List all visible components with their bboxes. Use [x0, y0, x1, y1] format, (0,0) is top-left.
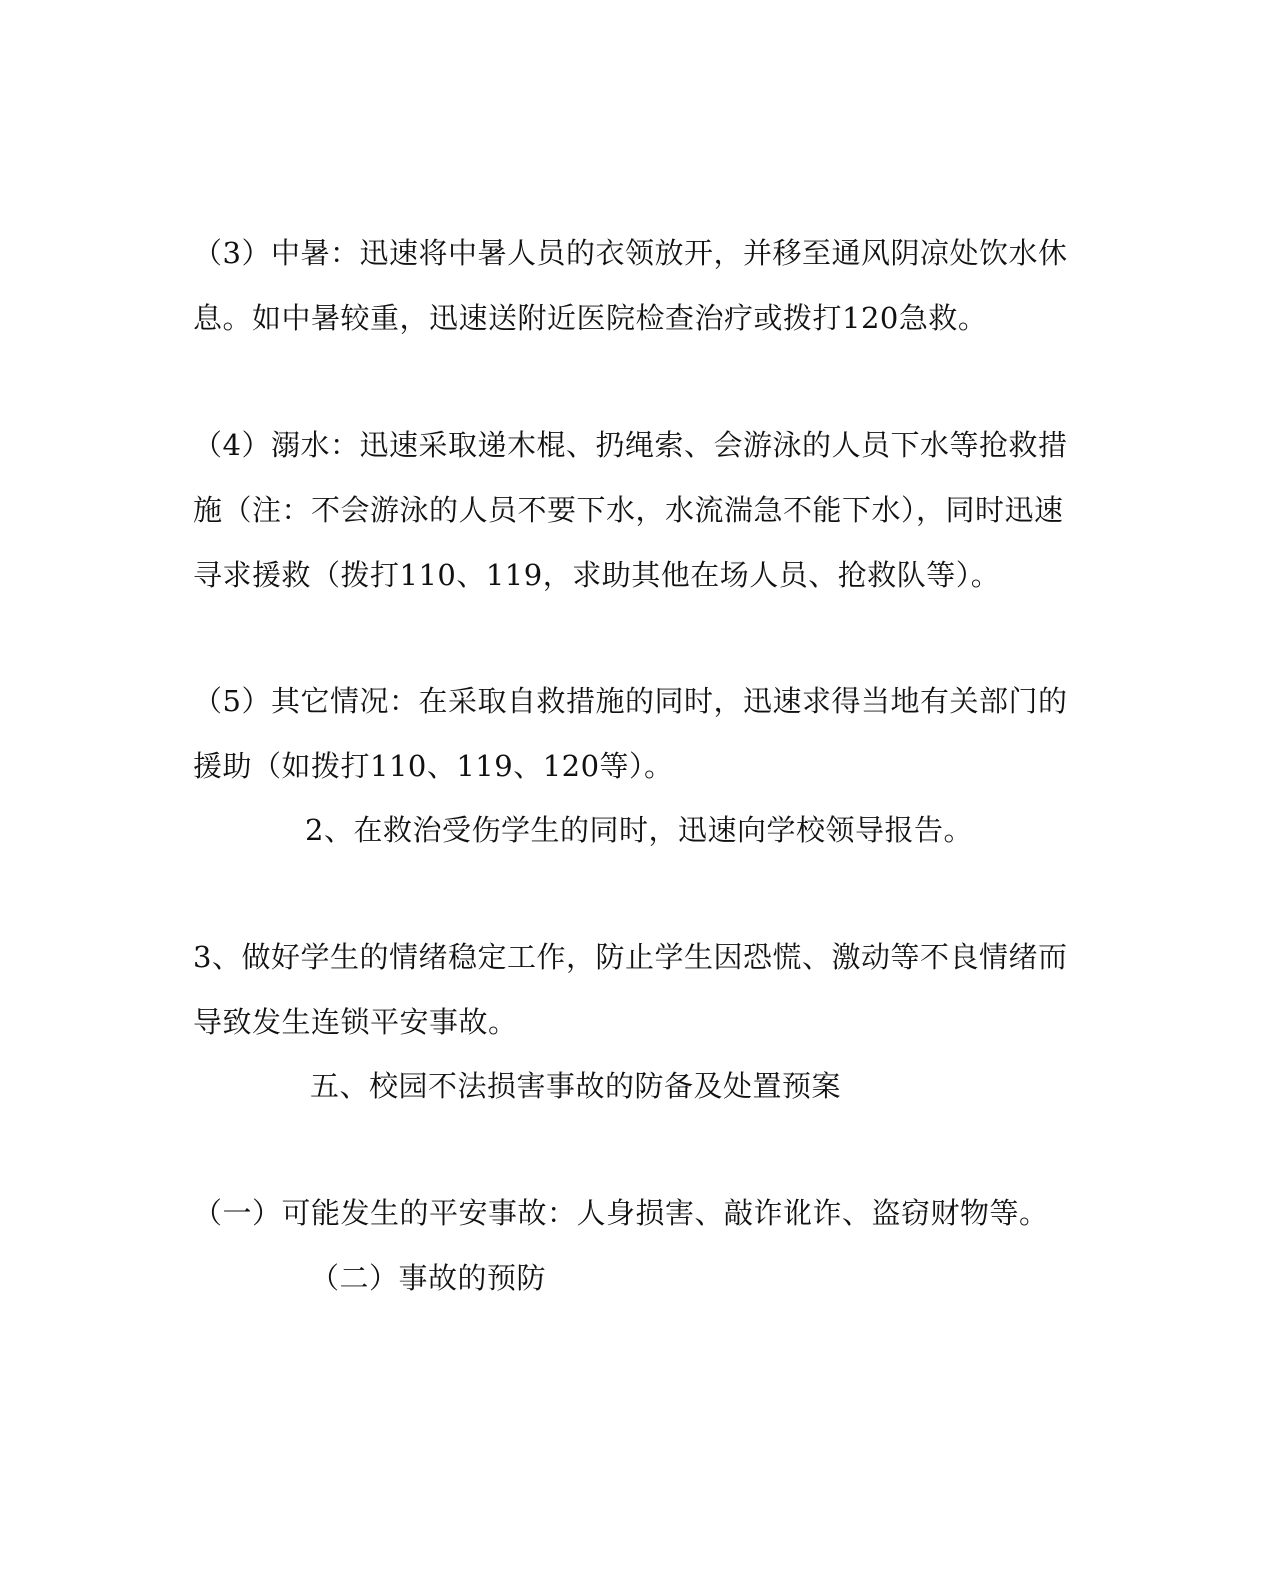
emotional-stability-line-1: 3、做好学生的情绪稳定工作，防止学生因恐慌、激动等不良情绪而	[193, 940, 1068, 974]
drowning-line-1: （4）溺水：迅速采取递木棍、扔绳索、会游泳的人员下水等抢救措	[193, 428, 1068, 462]
other-situations-line-1: （5）其它情况：在采取自救措施的同时，迅速求得当地有关部门的	[193, 684, 1068, 718]
drowning-line-2: 施（注：不会游泳的人员不要下水，水流湍急不能下水），同时迅速	[193, 493, 1064, 527]
heatstroke-line-1: （3）中暑：迅速将中暑人员的衣领放开，并移至通风阴凉处饮水休	[193, 236, 1068, 270]
accident-prevention-heading: （二）事故的预防	[310, 1261, 547, 1295]
section-five-heading: 五、校园不法损害事故的防备及处置预案	[310, 1069, 842, 1103]
heatstroke-line-2: 息。如中暑较重，迅速送附近医院检查治疗或拨打120急救。	[193, 301, 988, 335]
possible-accidents-line: （一）可能发生的平安事故：人身损害、敲诈讹诈、盗窃财物等。	[193, 1196, 1049, 1230]
emotional-stability-line-2: 导致发生连锁平安事故。	[193, 1005, 518, 1039]
report-to-leaders-line: 2、在救治受伤学生的同时，迅速向学校领导报告。	[305, 813, 973, 847]
other-situations-line-2: 援助（如拨打110、119、120等）。	[193, 749, 674, 783]
drowning-line-3: 寻求援救（拨打110、119，求助其他在场人员、抢救队等）。	[193, 558, 1001, 592]
